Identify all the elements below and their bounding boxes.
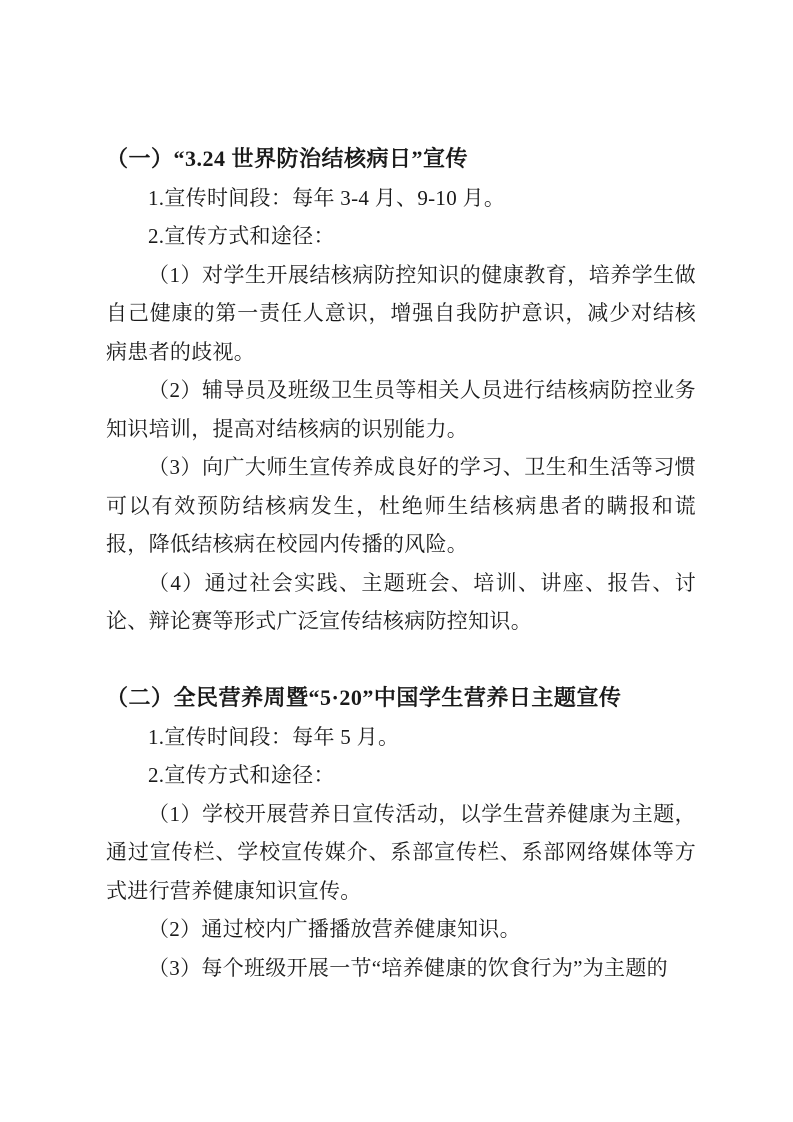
section-2-method-3: （3）每个班级开展一节“培养健康的饮食行为”为主题的 bbox=[148, 955, 668, 980]
section-1-item-methods-label: 2.宣传方式和途径： bbox=[148, 224, 335, 248]
section-1-method-2: （2）辅导员及班级卫生员等相关人员进行结核病防控业务知识培训，提高对结核病的识别能力。 bbox=[106, 378, 696, 441]
document-content bbox=[106, 140, 696, 987]
section-nutrition-week bbox=[106, 679, 696, 987]
section-1-method-4: （4）通过社会实践、主题班会、培训、讲座、报告、讨论、辩论赛等形式广泛宣传结核病防控知识。 bbox=[106, 570, 696, 633]
section-2-method-2: （2）通过校内广播播放营养健康知识。 bbox=[148, 917, 521, 941]
section-2-heading: （二）全民营养周暨“5·20”中国学生营养日主题宣传 bbox=[106, 685, 622, 710]
section-tuberculosis-day bbox=[106, 140, 696, 641]
section-2-item-methods-label: 2.宣传方式和途径： bbox=[148, 763, 335, 787]
section-1-method-3: （3）向广大师生宣传养成良好的学习、卫生和生活等习惯可以有效预防结核病发生，杜绝师生结核病患者的瞒报和谎报，降低结核病在校园内传播的风险。 bbox=[106, 455, 696, 556]
section-1-item-time-period: 1.宣传时间段：每年 3-4 月、9-10 月。 bbox=[148, 185, 506, 210]
section-1-heading: （一）“3.24 世界防治结核病日”宣传 bbox=[106, 146, 469, 171]
section-2-item-time-period: 1.宣传时间段：每年 5 月。 bbox=[148, 724, 400, 749]
section-2-method-1: （1）学校开展营养日宣传活动，以学生营养健康为主题，通过宣传栏、学校宣传媒介、系部宣传栏、系部网络媒体等方式进行营养健康知识宣传。 bbox=[106, 801, 696, 903]
section-1-method-1: （1）对学生开展结核病防控知识的健康教育，培养学生做自己健康的第一责任人意识，增强自我防护意识，减少对结核病患者的歧视。 bbox=[106, 262, 696, 364]
